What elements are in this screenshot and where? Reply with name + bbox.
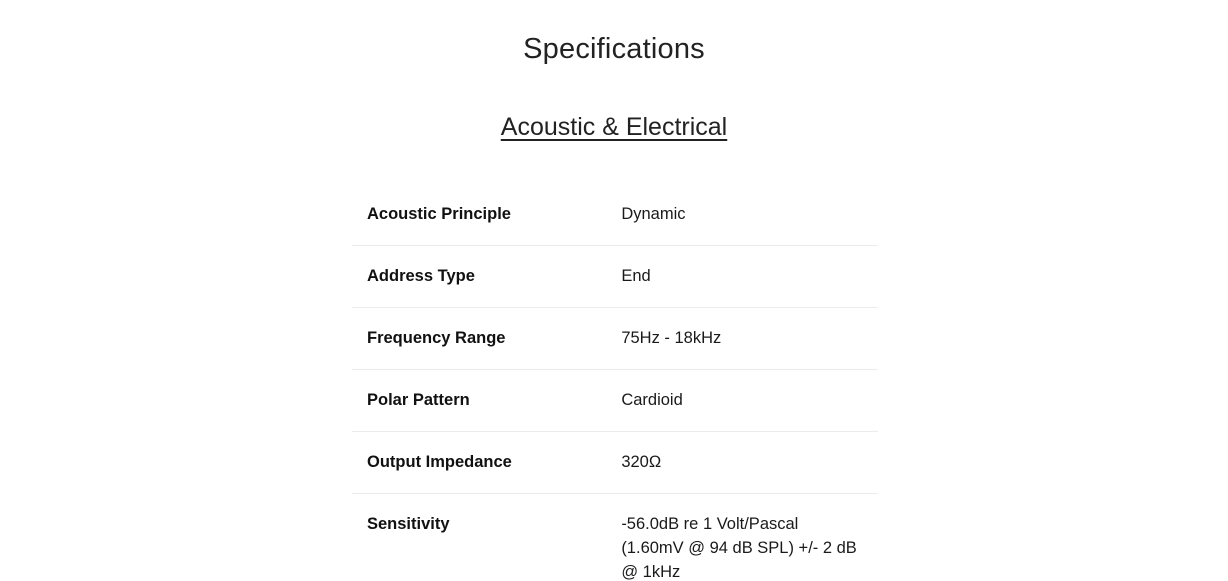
spec-value: End bbox=[621, 267, 651, 285]
spec-table bbox=[352, 184, 878, 581]
table-row bbox=[352, 494, 878, 581]
spec-value: Dynamic bbox=[621, 205, 686, 223]
table-row bbox=[352, 246, 878, 308]
spec-label: Frequency Range bbox=[367, 329, 506, 347]
spec-value: Cardioid bbox=[621, 391, 683, 409]
table-row bbox=[352, 184, 878, 246]
table-row bbox=[352, 432, 878, 494]
table-row bbox=[352, 308, 878, 370]
section-heading bbox=[0, 110, 1228, 144]
spec-label: Polar Pattern bbox=[367, 391, 470, 409]
spec-value: 320Ω bbox=[621, 453, 662, 471]
table-row bbox=[352, 370, 878, 432]
spec-label: Output Impedance bbox=[367, 453, 512, 471]
spec-label: Sensitivity bbox=[367, 515, 450, 533]
spec-label: Address Type bbox=[367, 267, 475, 285]
section-heading-link[interactable]: Acoustic & Electrical bbox=[500, 113, 728, 141]
spec-value: -56.0dB re 1 Volt/Pascal (1.60mV @ 94 dB SPL) +/- 2 dB @ 1kHz bbox=[621, 515, 857, 581]
spec-value: 75Hz - 18kHz bbox=[621, 329, 722, 347]
spec-label: Acoustic Principle bbox=[367, 205, 511, 223]
page-title: Specifications bbox=[523, 33, 705, 65]
